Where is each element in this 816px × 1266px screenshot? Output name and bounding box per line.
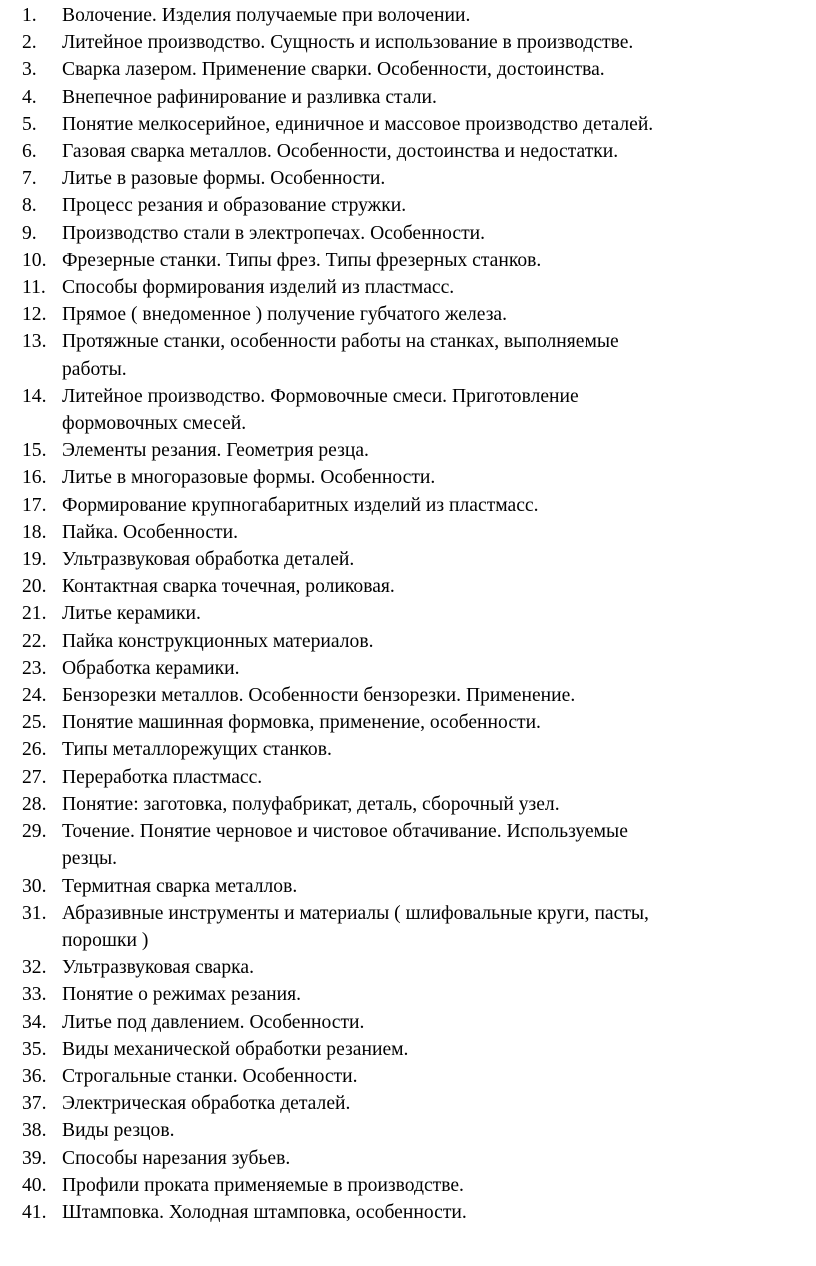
item-text xyxy=(62,1172,812,1199)
list-item xyxy=(22,709,812,736)
list-item xyxy=(22,220,812,247)
item-number: 14. xyxy=(22,385,47,407)
item-text xyxy=(62,247,812,274)
item-number: 23. xyxy=(22,657,47,679)
item-text-line: Процесс резания и образование стружки. xyxy=(62,195,407,217)
list-item xyxy=(22,328,812,382)
item-text-line: Формирование крупногабаритных изделий из пластмасс. xyxy=(62,494,539,516)
item-number: 18. xyxy=(22,521,47,543)
item-text-line: Понятие: заготовка, полуфабрикат, деталь, сборочный узел. xyxy=(62,793,560,815)
item-text xyxy=(62,655,812,682)
item-number: 32. xyxy=(22,957,47,979)
item-text-line: порошки ) xyxy=(62,929,149,951)
list-item xyxy=(22,546,812,573)
list-item xyxy=(22,2,812,29)
item-number: 28. xyxy=(22,793,47,815)
item-text xyxy=(62,791,812,818)
item-text-line: Литейное производство. Формовочные смеси. Приготовление xyxy=(62,385,579,407)
item-text-line: Профили проката применяемые в производстве. xyxy=(62,1174,464,1196)
item-text-line: Ультразвуковая обработка деталей. xyxy=(62,549,355,571)
item-text-line: Штамповка. Холодная штамповка, особенности. xyxy=(62,1201,467,1223)
item-text-line: Прямое ( внедоменное ) получение губчатого железа. xyxy=(62,304,508,326)
item-text-line: Точение. Понятие черновое и чистовое обтачивание. Используемые xyxy=(62,821,628,843)
item-number: 25. xyxy=(22,712,47,734)
item-text-line: Способы нарезания зубьев. xyxy=(62,1147,291,1169)
item-number: 31. xyxy=(22,902,47,924)
item-text xyxy=(62,1090,812,1117)
item-number: 20. xyxy=(22,576,47,598)
item-text xyxy=(62,954,812,981)
item-text-line: Сварка лазером. Применение сварки. Особенности, достоинства. xyxy=(62,59,605,81)
list-item xyxy=(22,1145,812,1172)
item-text xyxy=(62,900,812,954)
item-text xyxy=(62,600,812,627)
item-number: 29. xyxy=(22,821,47,843)
list-item xyxy=(22,274,812,301)
item-number: 36. xyxy=(22,1065,47,1087)
item-number: 17. xyxy=(22,494,47,516)
item-number: 3. xyxy=(22,59,37,81)
list-item xyxy=(22,301,812,328)
list-item xyxy=(22,84,812,111)
item-number: 6. xyxy=(22,141,37,163)
item-number: 8. xyxy=(22,195,37,217)
item-number: 13. xyxy=(22,331,47,353)
item-number: 24. xyxy=(22,685,47,707)
item-text xyxy=(62,764,812,791)
list-item xyxy=(22,818,812,872)
list-item xyxy=(22,954,812,981)
item-text xyxy=(62,29,812,56)
list-item xyxy=(22,900,812,954)
item-number: 22. xyxy=(22,630,47,652)
item-text xyxy=(62,220,812,247)
item-text-line: Волочение. Изделия получаемые при волочении. xyxy=(62,5,471,26)
item-text-line: резцы. xyxy=(62,848,118,870)
list-item xyxy=(22,628,812,655)
item-text xyxy=(62,873,812,900)
item-text-line: Бензорезки металлов. Особенности бензорезки. Применение. xyxy=(62,685,576,707)
item-text-line: Фрезерные станки. Типы фрез. Типы фрезерных станков. xyxy=(62,249,542,271)
item-number: 34. xyxy=(22,1011,47,1033)
item-number: 5. xyxy=(22,113,37,135)
item-number: 27. xyxy=(22,766,47,788)
item-text-line: Типы металлорежущих станков. xyxy=(62,739,332,761)
item-text-line: Понятие о режимах резания. xyxy=(62,984,302,1006)
question-list xyxy=(22,2,812,1226)
item-text xyxy=(62,818,812,872)
item-text-line: Понятие машинная формовка, применение, особенности. xyxy=(62,712,541,734)
list-item xyxy=(22,165,812,192)
item-text xyxy=(62,1145,812,1172)
item-text-line: Газовая сварка металлов. Особенности, достоинства и недостатки. xyxy=(62,141,619,163)
item-number: 12. xyxy=(22,304,47,326)
item-text xyxy=(62,383,812,437)
item-text xyxy=(62,981,812,1008)
item-text-line: Ультразвуковая сварка. xyxy=(62,957,254,979)
item-text-line: Способы формирования изделий из пластмасс. xyxy=(62,277,455,299)
item-number: 7. xyxy=(22,168,37,190)
list-item xyxy=(22,655,812,682)
item-text-line: Электрическая обработка деталей. xyxy=(62,1093,351,1115)
item-number: 2. xyxy=(22,32,37,54)
item-text-line: работы. xyxy=(62,358,127,380)
list-item xyxy=(22,600,812,627)
list-item xyxy=(22,1090,812,1117)
item-text xyxy=(62,464,812,491)
item-text-line: Термитная сварка металлов. xyxy=(62,875,298,897)
item-text-line: Литье под давлением. Особенности. xyxy=(62,1011,365,1033)
item-text xyxy=(62,1063,812,1090)
item-text-line: Понятие мелкосерийное, единичное и массовое производство деталей. xyxy=(62,113,654,135)
item-text-line: Литейное производство. Сущность и использование в производстве. xyxy=(62,32,634,54)
item-text-line: Производство стали в электропечах. Особенности. xyxy=(62,222,486,244)
item-text-line: Элементы резания. Геометрия резца. xyxy=(62,440,369,462)
item-text xyxy=(62,165,812,192)
item-text xyxy=(62,1199,812,1226)
item-text-line: Обработка керамики. xyxy=(62,657,240,679)
item-number: 39. xyxy=(22,1147,47,1169)
item-number: 10. xyxy=(22,249,47,271)
item-text-line: Литье керамики. xyxy=(62,603,201,625)
item-number: 9. xyxy=(22,222,37,244)
list-item xyxy=(22,873,812,900)
item-number: 33. xyxy=(22,984,47,1006)
item-text-line: Внепечное рафинирование и разливка стали. xyxy=(62,86,437,108)
list-item xyxy=(22,736,812,763)
list-item xyxy=(22,247,812,274)
list-item xyxy=(22,1063,812,1090)
item-number: 1. xyxy=(22,5,37,26)
item-text xyxy=(62,546,812,573)
item-text xyxy=(62,1036,812,1063)
list-item xyxy=(22,464,812,491)
item-number: 11. xyxy=(22,277,46,299)
list-item xyxy=(22,1036,812,1063)
item-text xyxy=(62,573,812,600)
item-number: 38. xyxy=(22,1120,47,1142)
list-item xyxy=(22,764,812,791)
item-text-line: Литье в многоразовые формы. Особенности. xyxy=(62,467,436,489)
list-item xyxy=(22,791,812,818)
item-number: 41. xyxy=(22,1201,47,1223)
list-item xyxy=(22,573,812,600)
list-item xyxy=(22,383,812,437)
item-text-line: Пайка. Особенности. xyxy=(62,521,238,543)
item-text-line: Пайка конструкционных материалов. xyxy=(62,630,374,652)
item-text xyxy=(62,736,812,763)
item-text-line: Абразивные инструменты и материалы ( шлифовальные круги, пасты, xyxy=(62,902,649,924)
list-item xyxy=(22,519,812,546)
item-text xyxy=(62,682,812,709)
item-number: 35. xyxy=(22,1038,47,1060)
item-text-line: Строгальные станки. Особенности. xyxy=(62,1065,358,1087)
item-text xyxy=(62,1117,812,1144)
item-text xyxy=(62,437,812,464)
item-text xyxy=(62,274,812,301)
item-number: 37. xyxy=(22,1093,47,1115)
list-item xyxy=(22,981,812,1008)
list-item xyxy=(22,111,812,138)
item-text xyxy=(62,56,812,83)
item-number: 4. xyxy=(22,86,37,108)
item-text-line: Виды резцов. xyxy=(62,1120,175,1142)
list-item xyxy=(22,29,812,56)
item-number: 40. xyxy=(22,1174,47,1196)
item-text-line: Литье в разовые формы. Особенности. xyxy=(62,168,386,190)
list-item xyxy=(22,1117,812,1144)
item-text xyxy=(62,111,812,138)
item-text xyxy=(62,84,812,111)
item-text-line: Контактная сварка точечная, роликовая. xyxy=(62,576,395,598)
item-text-line: Переработка пластмасс. xyxy=(62,766,263,788)
list-item xyxy=(22,1199,812,1226)
list-item xyxy=(22,1172,812,1199)
item-text-line: Виды механической обработки резанием. xyxy=(62,1038,409,1060)
list-item xyxy=(22,192,812,219)
item-text xyxy=(62,492,812,519)
item-text xyxy=(62,519,812,546)
item-text xyxy=(62,709,812,736)
item-text xyxy=(62,628,812,655)
item-text xyxy=(62,192,812,219)
item-text-line: Протяжные станки, особенности работы на станках, выполняемые xyxy=(62,331,619,353)
item-number: 15. xyxy=(22,440,47,462)
item-number: 21. xyxy=(22,603,47,625)
item-text-line: формовочных смесей. xyxy=(62,413,247,435)
item-text xyxy=(62,1009,812,1036)
item-text xyxy=(62,328,812,382)
list-item xyxy=(22,1009,812,1036)
item-number: 19. xyxy=(22,549,47,571)
item-text xyxy=(62,138,812,165)
item-number: 30. xyxy=(22,875,47,897)
list-item xyxy=(22,437,812,464)
list-item xyxy=(22,138,812,165)
item-number: 26. xyxy=(22,739,47,761)
list-item xyxy=(22,492,812,519)
list-item xyxy=(22,56,812,83)
item-text xyxy=(62,2,812,29)
item-text xyxy=(62,301,812,328)
list-item xyxy=(22,682,812,709)
item-number: 16. xyxy=(22,467,47,489)
